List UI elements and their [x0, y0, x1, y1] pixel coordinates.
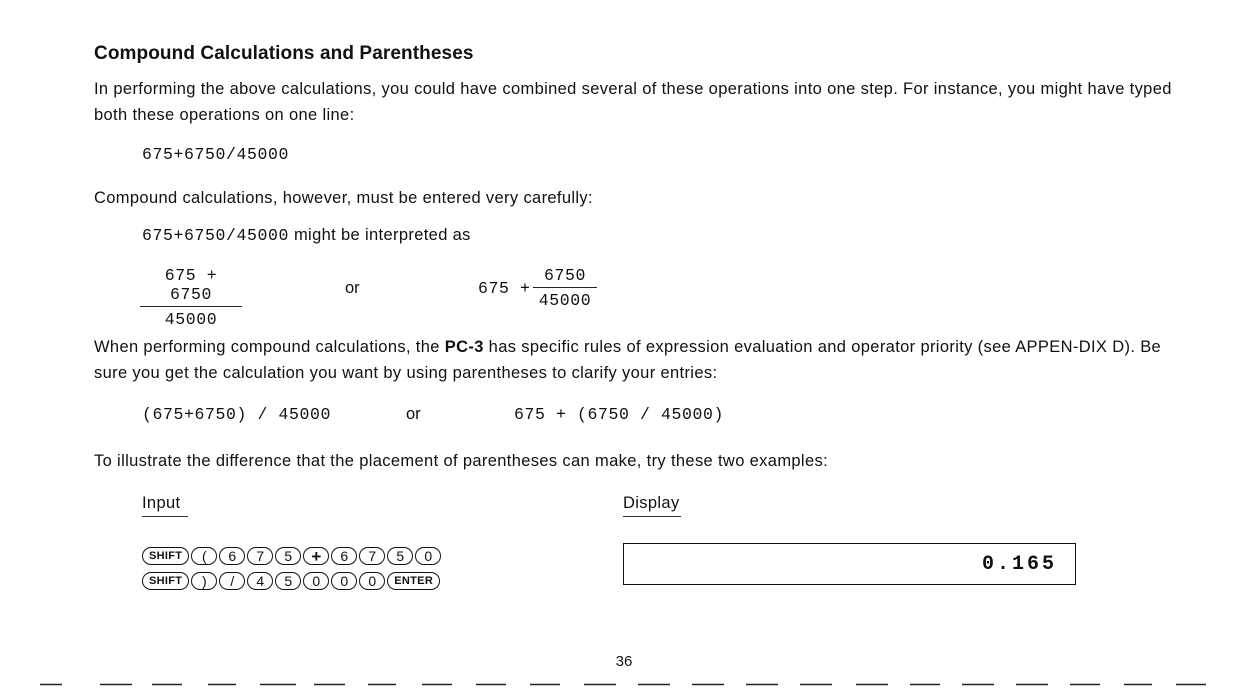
- illustrate-paragraph: To illustrate the difference that the placement of parentheses can make, try these two examples:: [94, 452, 829, 470]
- key-0: 0: [303, 572, 329, 590]
- key-0: 0: [331, 572, 357, 590]
- key-5: 5: [275, 572, 301, 590]
- key-6: 6: [219, 547, 245, 565]
- expression-ambiguous: 675+6750/45000: [142, 226, 290, 245]
- key-sequence-row-1: [142, 547, 441, 565]
- rules-paragraph: [94, 334, 1174, 386]
- fraction-right: [533, 266, 597, 310]
- fraction-left: [140, 266, 242, 329]
- fraction-right-denominator: 45000: [538, 291, 592, 310]
- key-divide: /: [219, 572, 245, 590]
- key-0: 0: [415, 547, 441, 565]
- key-shift: SHIFT: [142, 547, 189, 565]
- interpretation-text: might be interpreted as: [289, 226, 471, 244]
- fraction-right-numerator: 6750: [533, 266, 597, 288]
- display-value: 0.165: [981, 553, 1057, 576]
- key-sequence-row-2: [142, 572, 440, 590]
- calculator-display: [623, 543, 1076, 585]
- section-heading: Compound Calculations and Parentheses: [94, 43, 474, 64]
- key-plus: +: [303, 547, 329, 565]
- key-7: 7: [359, 547, 385, 565]
- fraction-right-prefix: 675 +: [478, 279, 531, 298]
- footer-scan-dashes: [40, 683, 1220, 686]
- fraction-left-numerator: 675 + 6750: [140, 266, 242, 307]
- key-enter: ENTER: [387, 572, 440, 590]
- key-4: 4: [247, 572, 273, 590]
- fraction-left-denominator: 45000: [164, 310, 218, 329]
- rules-text-a: When performing compound calculations, the: [94, 338, 445, 356]
- model-name: PC-3: [444, 338, 484, 356]
- input-column-header: Input: [142, 494, 188, 517]
- key-0: 0: [359, 572, 385, 590]
- rules-text-b: has specific rules of expression evaluation and operator priority (see APPEN-DIX D). Be sure you get the calculation you want by using parentheses to clarify your entries:: [94, 338, 1162, 382]
- paren-or-separator: or: [406, 405, 421, 423]
- display-column-header: Display: [623, 494, 681, 517]
- key-5: 5: [387, 547, 413, 565]
- expression-one-line: 675+6750/45000: [142, 145, 290, 164]
- page-number: 36: [615, 653, 633, 670]
- or-separator: or: [345, 279, 360, 297]
- intro-paragraph: In performing the above calculations, you could have combined several of these operations into one step. For instance, you might have typed both these operations on one line:: [94, 80, 1172, 124]
- key-close-paren: ): [191, 572, 217, 590]
- key-shift: SHIFT: [142, 572, 189, 590]
- caution-paragraph: Compound calculations, however, must be entered very carefully:: [94, 189, 593, 207]
- interpretation-line: [142, 226, 471, 245]
- paren-expression-left: (675+6750) / 45000: [142, 405, 332, 424]
- paren-expression-right: 675 + (6750 / 45000): [514, 405, 725, 424]
- key-5: 5: [275, 547, 301, 565]
- key-open-paren: (: [191, 547, 217, 565]
- key-7: 7: [247, 547, 273, 565]
- key-6: 6: [331, 547, 357, 565]
